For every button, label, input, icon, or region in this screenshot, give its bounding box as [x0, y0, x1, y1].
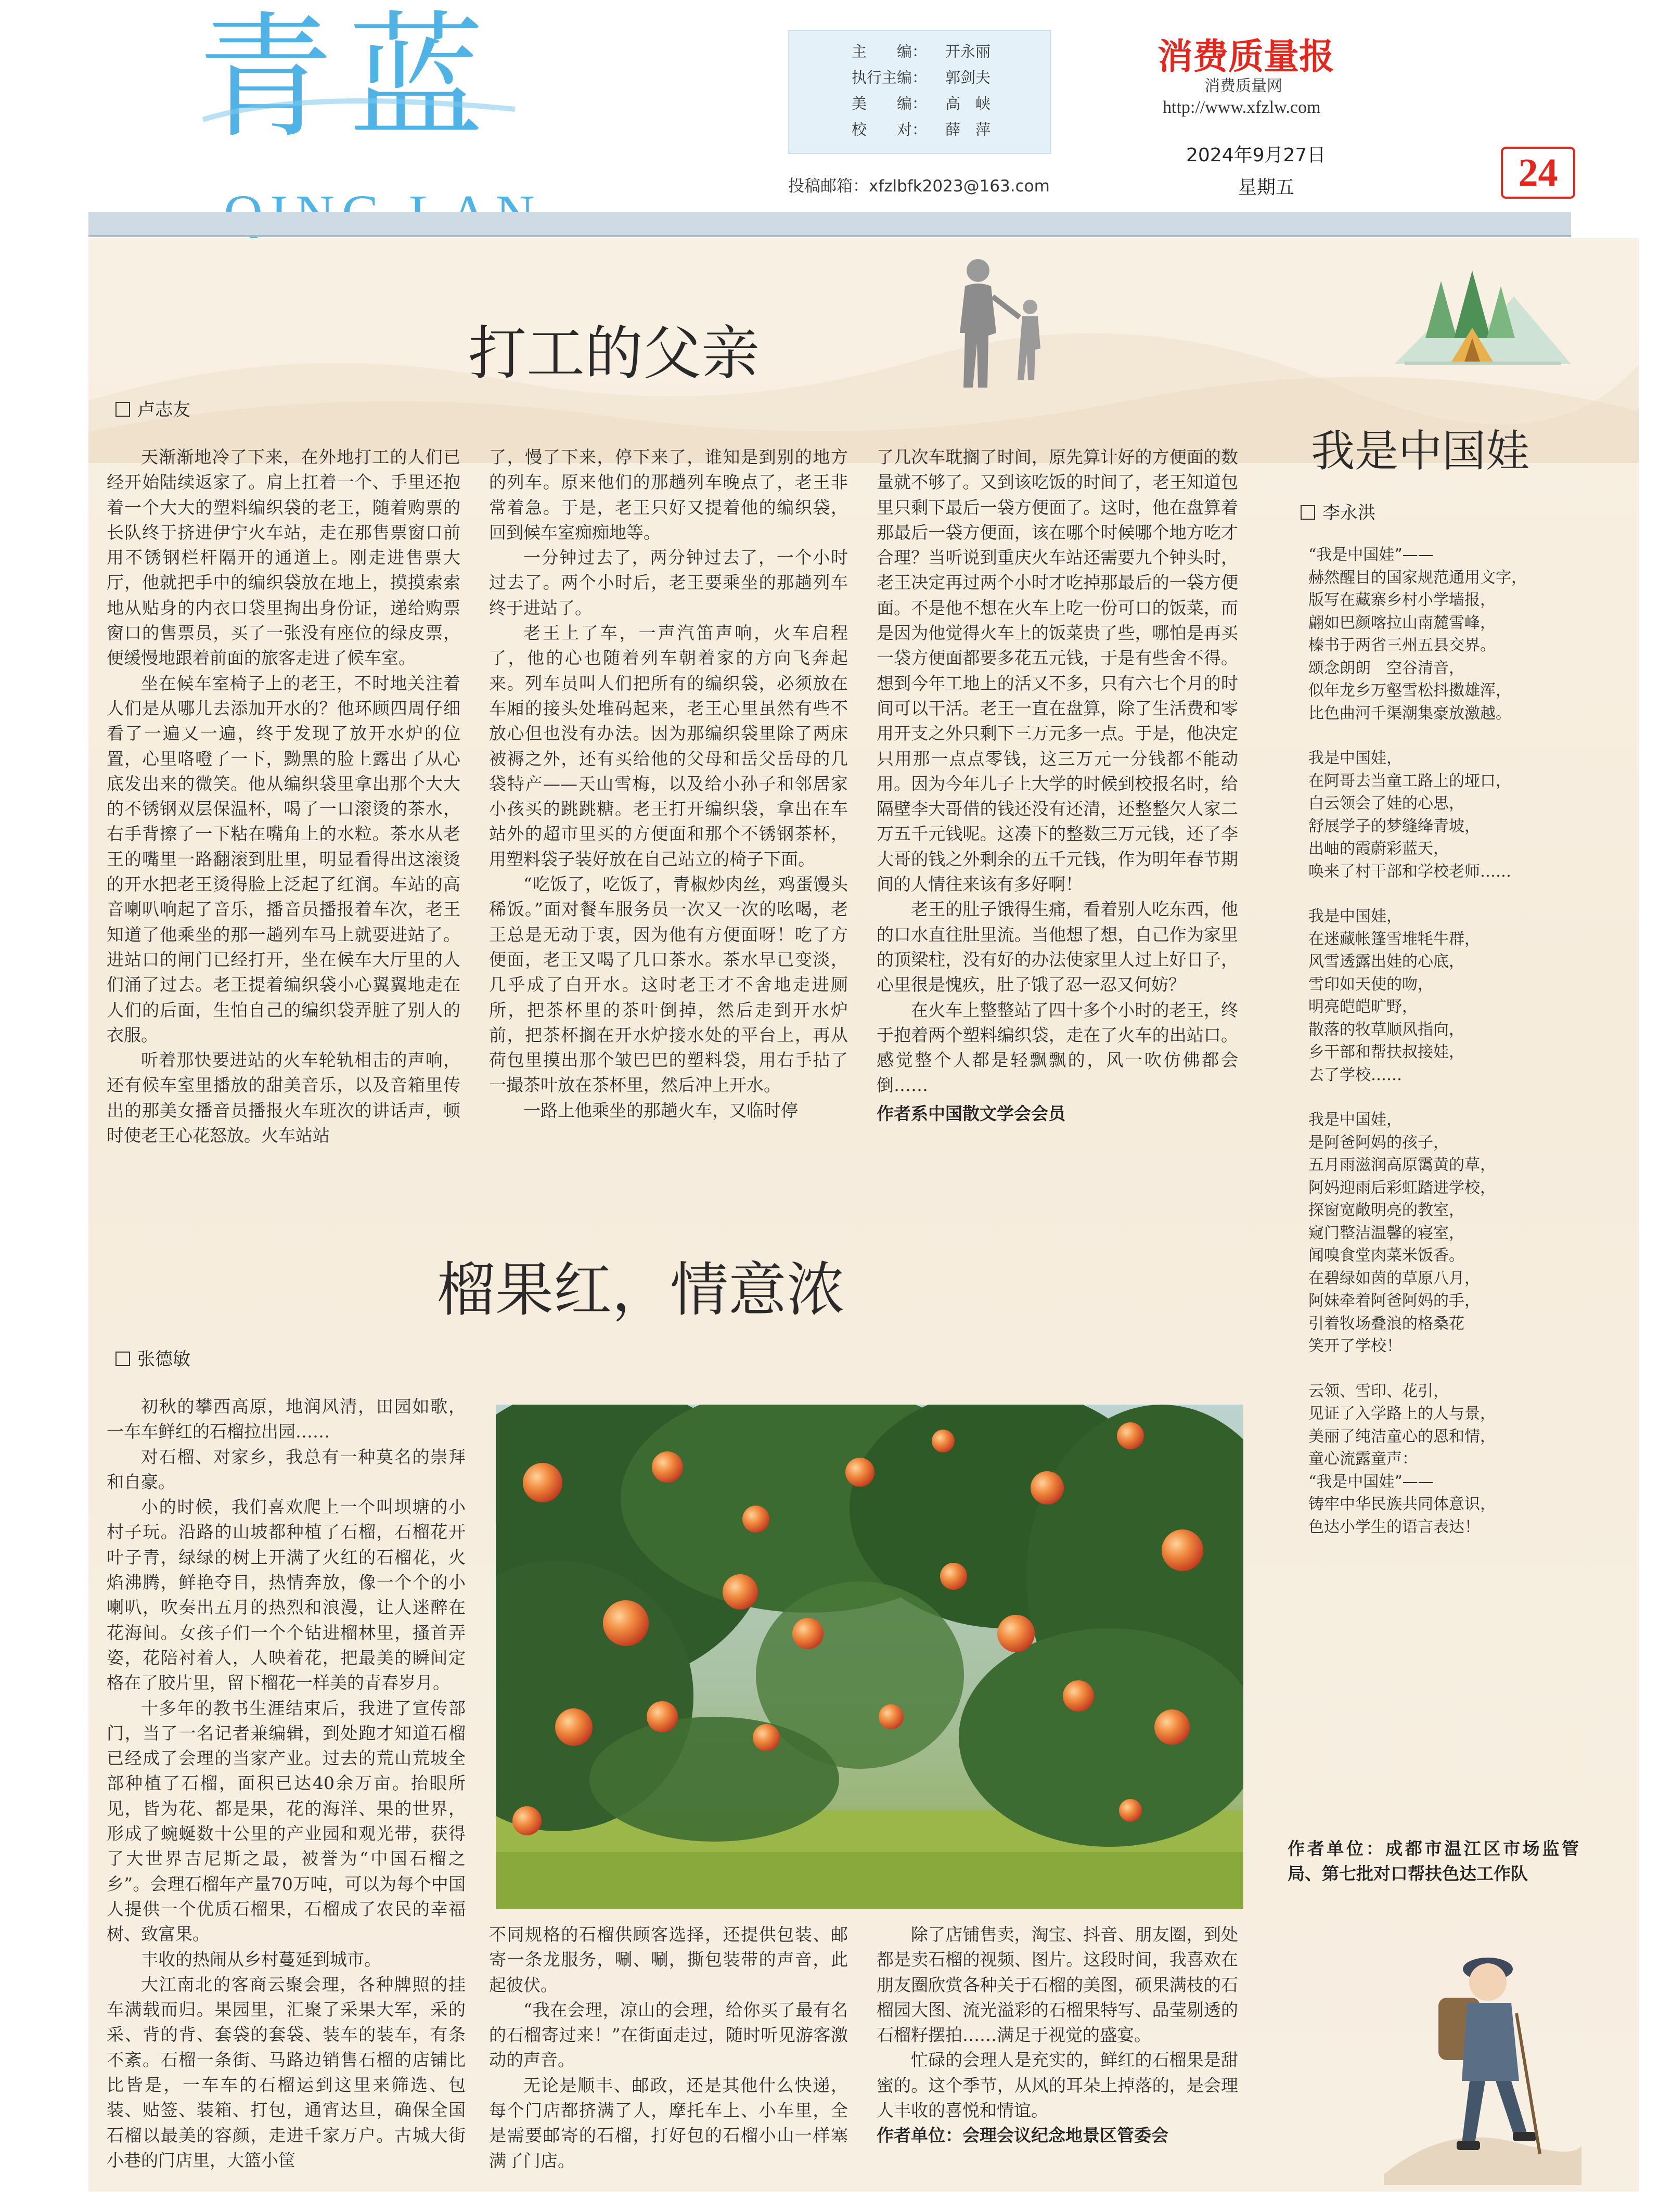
staff-row — [852, 65, 1050, 91]
submission-email: 投稿邮箱：xfzlbfk2023@163.com — [788, 177, 1050, 196]
poem-line: 是阿爸阿妈的孩子， — [1308, 1133, 1449, 1152]
staff-role: 主 编： — [852, 43, 928, 60]
staff-name: 薛 萍 — [945, 121, 991, 138]
poem-line: 颂念朗朗 空谷清音， — [1308, 659, 1464, 677]
article2-signature: 作者单位：会理会议纪念地景区管委会 — [877, 2125, 1168, 2146]
paragraph: 对石榴、对家乡，我总有一种莫名的崇拜和自豪。 — [107, 1446, 466, 1492]
poem-stanza — [1308, 905, 1579, 1086]
poem-line: 笑开了学校！ — [1308, 1337, 1402, 1355]
paragraph: 小的时候，我们喜欢爬上一个叫坝塘的小村子玩。沿路的山坡都种植了石榴，石榴花开叶子青，绿绿的树上开满了火红的石榴花，火焰沸腾，鲜艳夺目，热情奔放，像一个个的小喇叭，吹奏出五月的热烈和浪漫，让人迷醉在花海间。女孩子们一个个钻进榴林里，搔首弄姿，花陪衬着人，人映着花，把最美的瞬间定格在了胶片里，留下榴花一样美的青春岁月。 — [107, 1497, 466, 1693]
paragraph: 老王的肚子饿得生痛，看着别人吃东西，他的口水直往肚里流。当他想了想，自己作为家里的顶梁柱，没有好的办法使家里人过上好日子，心里很是愧疚，肚子饿了忍一忍又何妨？ — [877, 899, 1238, 995]
staff-name: 开永丽 — [945, 43, 991, 60]
masthead-title: 青蓝 — [198, 0, 499, 157]
poem-byline — [1301, 498, 1375, 524]
page-number-badge: 24 — [1501, 147, 1575, 199]
article1-author: 卢志友 — [137, 400, 190, 420]
paragraph: 天渐渐地冷了下来，在外地打工的人们已经开始陆续返家了。肩上扛着一个、手里还抱着一个大大的塑料编织袋的老王，随着购票的长队终于挤进伊宁火车站，走在那售票窗口前用不锈钢栏杆隔开的通道上。刚走进售票大厅，他就把手中的编织袋放在地上，摸摸索索地从贴身的内衣口袋里掏出身份证，递给购票窗口的售票员，买了一张没有座位的绿皮票，便缓慢地跟着前面的旅客走进了候车室。 — [107, 447, 460, 668]
poem-line: 翩如巴颜喀拉山南麓雪峰， — [1308, 613, 1496, 632]
paragraph: 不同规格的石榴供顾客选择，还提供包装、邮寄一条龙服务，唰、唰，撕包装带的声音，此起彼伏。 — [489, 1924, 848, 1995]
poem-stanza — [1308, 747, 1579, 883]
article2-byline — [115, 1345, 190, 1370]
newspaper-site-name: 消费质量网 — [1204, 77, 1282, 95]
poem-line: 榛书于两省三州五县交界。 — [1308, 636, 1496, 654]
poem-line: 风雪透露出娃的心底， — [1308, 953, 1464, 971]
paragraph: 忙碌的会理人是充实的，鲜红的石榴果是甜蜜的。这个季节，从风的耳朵上掉落的，是会理人丰收的喜悦和情谊。 — [877, 2050, 1238, 2121]
editorial-staff-box — [788, 30, 1051, 154]
father-child-silhouette — [936, 255, 1072, 395]
article1-column-2 — [489, 445, 848, 1123]
poem-line: 在碧绿如茵的草原八月， — [1308, 1269, 1480, 1288]
poem-line: 在迷藏帐篷雪堆牦牛群， — [1308, 930, 1480, 948]
poem-line: 铸牢中华民族共同体意识， — [1308, 1495, 1496, 1513]
paragraph: 一路上他乘坐的那趟火车，又临时停 — [523, 1100, 798, 1121]
article1-column-1 — [107, 445, 460, 1148]
poem-stanza — [1308, 1380, 1579, 1539]
poem-line: 白云领会了娃的心思， — [1308, 794, 1464, 813]
poem-line: 雪印如天使的吻， — [1308, 975, 1433, 994]
paragraph: 十多年的教书生涯结束后，我进了宣传部门，当了一名记者兼编辑，到处跑才知道石榴已经成了会理的当家产业。过去的荒山荒坡全部种植了石榴，面积已达40余万亩。抬眼所见，皆为花、都是果，花的海洋、果的世界，形成了蜿蜒数十公里的产业园和观光带，获得了大世界吉尼斯之最，被誉为“中国石榴之乡”。会理石榴年产量70万吨，可以为每个中国人提供一个优质石榴果，石榴成了农民的幸福树、致富果。 — [107, 1697, 466, 1945]
newspaper-name: 消费质量报 — [1158, 36, 1335, 78]
article1-column-3 — [877, 445, 1238, 1126]
staff-row — [852, 117, 1050, 143]
poem-line: 色达小学生的语言表达！ — [1308, 1517, 1480, 1536]
poem-line: 在阿哥去当童工路上的垭口， — [1308, 771, 1511, 790]
pomegranate-orchard-photo — [496, 1405, 1243, 1909]
staff-name: 郭剑夫 — [945, 69, 991, 86]
paragraph: 初秋的攀西高原，地润风清，田园如歌，一车车鲜红的石榴拉出园…… — [107, 1396, 466, 1442]
article2-title: 榴果红，情意浓 — [437, 1256, 845, 1324]
poem-line: 我是中国娃， — [1308, 1111, 1402, 1129]
paragraph: “我在会理，凉山的会理，给你买了最有名的石榴寄过来！”在街面走过，随时听见游客激动的声音。 — [489, 1999, 848, 2070]
paragraph: 了几次车耽搁了时间，原先算计好的方便面的数量就不够了。又到该吃饭的时间了，老王知道包里只剩下最后一袋方便面了。这时，他在盘算着那最后一袋方便面，该在哪个时候哪个地方吃才合理？当听说到重庆火车站还需要九个钟头时，老王决定再过两个小时才吃掉那最后的一袋方便面。不是他不想在火车上吃一份可口的饭菜，而是因为他觉得火车上的饭菜贵了些，哪怕是再买一袋方便面都要多花五元钱，于是有些舍不得。想到今年工地上的活又不多，只有六七个月的时间可以干活。老王一直在盘算，除了生活费和零用开支之外只剩下三万元多一点。于是，他决定只用那一点点零钱，这三万元一分钱都不能动用。因为今年儿子上大学的时候到校报名时，给隔壁李大哥借的钱还没有还清，还整整欠人家二万五千元钱呢。这凑下的整数三万元钱，还了李大哥的钱之外剩余的五千元钱，作为明年春节期间的人情往来该有多好啊！ — [877, 447, 1238, 895]
poem-line: 我是中国娃， — [1308, 907, 1402, 925]
article1-byline — [115, 395, 190, 421]
poem-stanza — [1308, 1109, 1579, 1358]
paragraph: 丰收的热闹从乡村蔓延到城市。 — [141, 1949, 381, 1970]
article1-title: 打工的父亲 — [468, 320, 760, 388]
poem-line: 版写在藏寨乡村小学墙报， — [1308, 591, 1496, 609]
article1-signature: 作者系中国散文学会会员 — [877, 1103, 1065, 1124]
header-rule — [88, 212, 1571, 235]
publication-weekday: 星期五 — [1238, 177, 1295, 198]
poem-line: 舒展学子的梦缝绛青坡， — [1308, 817, 1480, 835]
poem-line: 阿妈迎雨后彩虹踏进学校， — [1308, 1178, 1496, 1197]
poem-line: 引着牧场叠浪的格桑花 — [1308, 1314, 1464, 1333]
paragraph: 在火车上整整站了四十多个小时的老王，终于抱着两个塑料编织袋，走在了火车的出站口。感觉整个人都是轻飘飘的，风一吹仿佛都会倒…… — [877, 999, 1238, 1096]
poem-line: 阿妹牵着阿爸阿妈的手， — [1308, 1292, 1480, 1310]
staff-role: 校 对： — [852, 121, 928, 138]
poem-line: 美丽了纯洁童心的恩和情， — [1308, 1427, 1496, 1446]
paragraph: 了，慢了下来，停下来了，谁知是到别的地方的列车。原来他们的那趟列车晚点了，老王非常着急。于是，老王只好又提着他的编织袋，回到候车室痴痴地等。 — [489, 447, 848, 543]
poem-line: 明亮皑皑旷野， — [1308, 998, 1418, 1016]
article2-column-1 — [107, 1394, 466, 2173]
poem-line: 似年龙乡万壑雪松抖擞雄浑， — [1308, 681, 1511, 700]
poem-line: 散落的牧草顺风指向， — [1308, 1020, 1464, 1039]
poem-line: 云领、雪印、花引， — [1308, 1382, 1449, 1400]
staff-name: 高 峡 — [945, 95, 991, 112]
byline-marker — [1301, 505, 1315, 520]
poem-signature: 作者单位：成都市温江区市场监管局、第七批对口帮扶色达工作队 — [1288, 1838, 1579, 1884]
article2-column-3 — [877, 1922, 1238, 2148]
paragraph: 大江南北的客商云聚会理，各种牌照的挂车满载而归。果园里，汇聚了采果大军，采的采、背的背、套袋的套袋、装车的装车，有条不紊。石榴一条街、马路边销售石榴的店铺比比皆是，一车车的石榴运到这里来筛选、包装、贴签、装箱、打包，通宵达旦，确保全国石榴以最美的容颜，走进千家万户。古城大街小巷的门店里，大篮小筐 — [107, 1974, 466, 2170]
byline-marker — [115, 1352, 130, 1366]
poem-stanza — [1308, 544, 1579, 725]
poem-line: 出岫的霞蔚彩蓝天， — [1308, 840, 1449, 858]
poem-line: 童心流露童声： — [1308, 1450, 1418, 1468]
publication-date: 2024年9月27日 — [1186, 145, 1326, 166]
paragraph: 听着那快要进站的火车轮轨相击的声响，还有候车室里播放的甜美音乐，以及音箱里传出的那美女播音员播报火车班次的讲话声，顿时使老王心花怒放。火车站站 — [107, 1050, 460, 1146]
paragraph: 无论是顺丰、邮政，还是其他什么快递，每个门店都挤满了人，摩托车上、小车里，全是需要邮寄的石榴，打好包的石榴小山一样塞满了门店。 — [489, 2075, 848, 2171]
poem-line: 窥门整洁温馨的寝室， — [1308, 1224, 1464, 1242]
staff-row — [852, 91, 1050, 117]
newspaper-url[interactable]: http://www.xfzlw.com — [1163, 98, 1321, 117]
poem-author: 李永洪 — [1322, 503, 1375, 523]
poem-line: “我是中国娃”—— — [1308, 546, 1434, 564]
poem-line: 乡干部和帮扶叔接娃， — [1308, 1043, 1464, 1061]
poem-line: 闻嗅食堂肉菜米饭香。 — [1308, 1246, 1464, 1265]
poem-line: 我是中国娃， — [1308, 749, 1402, 767]
camp-tent-illustration — [1394, 260, 1571, 375]
poem-line: 见证了入学路上的人与景， — [1308, 1405, 1496, 1423]
poem-title: 我是中国娃 — [1311, 426, 1530, 477]
poem-line: “我是中国娃”—— — [1308, 1472, 1434, 1491]
masthead-swoosh — [198, 78, 520, 140]
paragraph: 老王上了车，一声汽笛声响，火车启程了，他的心也随着列车朝着家的方向飞奔起来。列车员叫人们把所有的编织袋，必须放在车厢的接头处堆码起来，老王心里虽然有些不放心但也没有办法。因为那编织袋里除了两床被褥之外，还有买给他的父母和岳父岳母的几袋特产——天山雪梅，以及给小孙子和邻居家小孩买的跳跳糖。老王打开编织袋，拿出在车站外的超市里买的方便面和那个不锈钢茶杯，用塑料袋子装好放在自己站立的椅子下面。 — [489, 623, 848, 869]
poem-line: 探窗宽敞明亮的教室， — [1308, 1201, 1464, 1219]
staff-row — [852, 38, 1050, 65]
poem-line: 唤来了村干部和学校老师…… — [1308, 862, 1511, 881]
poem-line: 比色曲河千渠潮集豪放激越。 — [1308, 704, 1511, 723]
hiker-illustration — [1384, 1925, 1581, 2185]
poem-body — [1308, 544, 1579, 1538]
poem-line: 赫然醒目的国家规范通用文字， — [1308, 568, 1527, 587]
article2-author: 张德敏 — [137, 1349, 190, 1370]
article2-column-2 — [489, 1922, 848, 2174]
paragraph: “吃饭了，吃饭了，青椒炒肉丝，鸡蛋馒头稀饭。”面对餐车服务员一次又一次的吆喝，老王总是无动于衷，因为他有方便面呀！吃了方便面，老王又喝了几口茶水。茶水早已变淡，几乎成了白开水。这时老王才不舍地走进厕所，把茶杯里的茶叶倒掉，然后走到开水炉前，把茶杯搁在开水炉接水处的平台上，再从荷包里摸出那个皱巴巴的塑料袋，用右手拈了一撮茶叶放在茶杯里，然后冲上开水。 — [489, 874, 848, 1096]
staff-role: 美 编： — [852, 95, 928, 112]
paragraph: 坐在候车室椅子上的老王，不时地关注着人们是从哪儿去添加开水的？他环顾四周仔细看了一遍又一遍，终于发现了放开水炉的位置，心里咯噔了一下，黝黑的脸上露出了从心底发出来的微笑。他从编织袋里拿出那个大大的不锈钢双层保温杯，喝了一口滚烫的茶水，右手背擦了一下粘在嘴角上的水粒。茶水从老王的嘴里一路翻滚到肚里，明显看得出这滚烫的开水把老王烫得脸上泛起了红润。车站的高音喇叭响起了音乐，播音员播报着车次，老王知道了他乘坐的那一趟列车马上就要进站了。进站口的闸门已经打开，坐在候车大厅里的人们涌了过去。老王提着编织袋小心翼翼地走在人们的后面，生怕自己的编织袋弄脏了别人的衣服。 — [107, 673, 460, 1045]
byline-marker — [115, 402, 130, 417]
poem-line: 五月雨滋润高原霭黄的草， — [1308, 1156, 1496, 1174]
paragraph: 除了店铺售卖，淘宝、抖音、朋友圈，到处都是卖石榴的视频、图片。这段时间，我喜欢在朋友圈欣赏各种关于石榴的美图，硕果满枝的石榴园大图、流光溢彩的石榴果特写、晶莹剔透的石榴籽摆拍……满足于视觉的盛宴。 — [877, 1924, 1238, 2046]
paragraph: 一分钟过去了，两分钟过去了，一个小时过去了。两个小时后，老王要乘坐的那趟列车终于进站了。 — [489, 547, 848, 618]
poem-line: 去了学校…… — [1308, 1065, 1402, 1084]
staff-role: 执行主编： — [852, 69, 928, 86]
header-rule-line — [88, 235, 1571, 237]
